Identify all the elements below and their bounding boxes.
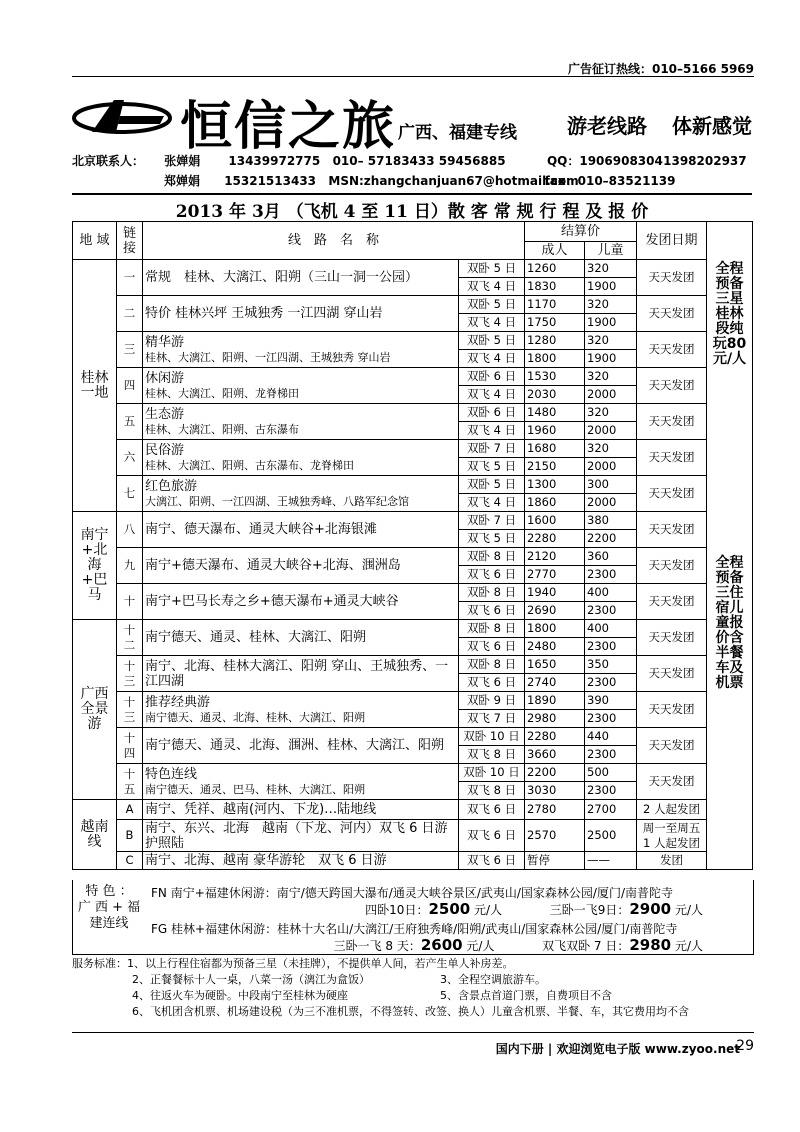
brand-subtitle: 广西、福建专线 [398, 123, 517, 143]
depart-date: 天天发团 [637, 476, 707, 512]
child-price: 350 [585, 656, 637, 674]
row-no: 五 [117, 404, 143, 440]
route-detail: 桂林、大漓江、阳朔、龙脊梯田 [145, 386, 299, 400]
child-price: 320 [585, 296, 637, 314]
note-other: 全程预备三住宿儿童报价含半餐车及机票 [715, 555, 744, 691]
trip-type: 双飞 7 日 [459, 710, 525, 728]
child-price: 2000 [585, 422, 637, 440]
route-name [143, 476, 459, 512]
route-name: 南宁+巴马长寿之乡+德天瀑布+通灵大峡谷 [143, 584, 459, 620]
child-price: 2300 [585, 566, 637, 584]
row-no: 八 [117, 512, 143, 548]
adult-price: 1890 [525, 692, 585, 710]
row-no: 一 [117, 260, 143, 296]
child-price: 320 [585, 404, 637, 422]
adult-price: 1680 [525, 440, 585, 458]
contact-name-2: 郑婵娟 [164, 174, 201, 188]
contact-phone-5: 15321513433 [224, 174, 317, 188]
trip-type: 双卧 8 日 [459, 548, 525, 566]
adult-price: 1480 [525, 404, 585, 422]
depart-date: 天天发团 [637, 296, 707, 332]
trip-type: 双飞 8 日 [459, 746, 525, 764]
child-price: 320 [585, 368, 637, 386]
bottom-divider [72, 1032, 754, 1033]
child-price: 2700 [585, 800, 637, 820]
child-price: 2000 [585, 494, 637, 512]
child-price: 2300 [585, 746, 637, 764]
fn-price-2-unit: 元/人 [674, 903, 703, 917]
depart-date: 天天发团 [637, 512, 707, 548]
trip-type: 双卧 10 日 [459, 764, 525, 782]
table-row [73, 764, 753, 782]
contact-label: 北京联系人： [72, 154, 145, 168]
slogan-2: 体新感觉 [672, 114, 752, 138]
child-price: 500 [585, 764, 637, 782]
table-row [73, 728, 753, 746]
special-label-1: 特 色 ： [85, 884, 133, 899]
trip-type: 双飞 4 日 [459, 422, 525, 440]
trip-type: 双卧 6 日 [459, 368, 525, 386]
trip-type: 双飞 4 日 [459, 278, 525, 296]
fn-price-2-value: 2900 [629, 900, 672, 918]
route-name [143, 440, 459, 476]
adult-price: 3030 [525, 782, 585, 800]
table-row [73, 548, 753, 566]
depart-date: 天天发团 [637, 548, 707, 584]
table-row [73, 260, 753, 278]
route-name: 南宁德天、通灵、桂林、大漓江、阳朔 [143, 620, 459, 656]
contact-line-2 [164, 172, 675, 189]
table-row [73, 584, 753, 602]
trip-type: 双飞 6 日 [459, 674, 525, 692]
adult-price: 1800 [525, 620, 585, 638]
fg-price-1-value: 2600 [420, 936, 463, 954]
fn-price-1-value: 2500 [428, 900, 471, 918]
header-date: 发团日期 [637, 222, 707, 260]
contact-phone-4: 1398202937 [663, 154, 747, 168]
contact-msn: MSN:zhangchanjuan67@hotmail.com [328, 174, 579, 188]
depart-date: 周一至周五 1 人起发团 [637, 820, 707, 852]
adult-price: 2120 [525, 548, 585, 566]
row-no: B [117, 820, 143, 852]
depart-date: 天天发团 [637, 260, 707, 296]
route-detail: 桂林、大漓江、阳朔、一江四湖、王城独秀 穿山岩 [145, 350, 391, 364]
table-row [73, 692, 753, 710]
trip-type: 双卧 7 日 [459, 512, 525, 530]
depart-date: 天天发团 [637, 332, 707, 368]
adult-price: 1940 [525, 584, 585, 602]
depart-date: 天天发团 [637, 368, 707, 404]
row-no: 十五 [117, 764, 143, 800]
brand-name: 恒信之旅 [180, 96, 397, 157]
adult-price: 1650 [525, 656, 585, 674]
route-name: 南宁+德天瀑布、通灵大峡谷+北海、涠洲岛 [143, 548, 459, 584]
trip-type: 双飞 6 日 [459, 800, 525, 820]
child-price: 1900 [585, 278, 637, 296]
fg-prices [334, 936, 703, 954]
adult-price: 1170 [525, 296, 585, 314]
adult-price: 1960 [525, 422, 585, 440]
route-name: 南宁、北海、桂林大漓江、阳朔 穿山、王城独秀、一江四湖 [143, 656, 459, 692]
adult-price: 2980 [525, 710, 585, 728]
depart-date: 天天发团 [637, 620, 707, 656]
adult-price: 1830 [525, 278, 585, 296]
fg-price-2-value: 2980 [629, 936, 672, 954]
adult-price: 3660 [525, 746, 585, 764]
table-row [73, 820, 753, 852]
trip-type: 双卧 8 日 [459, 620, 525, 638]
company-logo-icon [72, 94, 172, 142]
adult-price: 2280 [525, 530, 585, 548]
row-no: 七 [117, 476, 143, 512]
depart-date: 发团 [637, 852, 707, 870]
standard-1: 1、以上行程住宿都为预备三星（未挂牌），不提供单人间，若产生单人补房差。 [127, 957, 514, 970]
child-price: 320 [585, 440, 637, 458]
special-label-2: 广 西 + 福 [77, 900, 141, 915]
route-detail: 南宁德天、通灵、北海、桂林、大漓江、阳朔 [145, 710, 365, 724]
special-section [72, 880, 754, 955]
fn-route: FN 南宁+福建休闲游：南宁/德天跨国大瀑布/通灵大峡谷景区/武夷山/国家森林公园/厦门/南普陀寺 [151, 886, 674, 900]
standards-row-3 [72, 988, 752, 1004]
note-guilin: 全程预备三星 桂林段纯玩80元/人 [712, 261, 747, 367]
child-price: 360 [585, 548, 637, 566]
adult-price: 2480 [525, 638, 585, 656]
fn-price-1-label: 四卧10日： [365, 903, 429, 917]
adult-price: 暂停 [525, 852, 585, 870]
table-row [73, 332, 753, 350]
depart-date: 天天发团 [637, 584, 707, 620]
route-detail: 桂林、大漓江、阳朔、古东瀑布、龙脊梯田 [145, 458, 354, 472]
route-title: 精华游 [145, 334, 185, 350]
adult-price: 2770 [525, 566, 585, 584]
trip-type: 双飞 4 日 [459, 314, 525, 332]
contact-name-1: 张婵娟 [164, 154, 201, 168]
row-no: 二 [117, 296, 143, 332]
header-region: 地 域 [73, 222, 117, 260]
trip-type: 双卧 7 日 [459, 440, 525, 458]
trip-type: 双飞 6 日 [459, 566, 525, 584]
child-price: 400 [585, 620, 637, 638]
route-name: 南宁、东兴、北海 越南（下龙、河内）双飞 6 日游 护照陆 [143, 820, 459, 852]
fg-price-1-unit: 元/人 [466, 939, 495, 953]
table-row [73, 404, 753, 422]
depart-date: 天天发团 [637, 764, 707, 800]
fg-price-2-unit: 元/人 [674, 939, 703, 953]
child-price: 400 [585, 584, 637, 602]
adult-price: 1600 [525, 512, 585, 530]
table-row [73, 440, 753, 458]
route-title: 特色连线 [145, 766, 198, 782]
child-price: 2300 [585, 602, 637, 620]
region-vietnam: 越南线 [73, 800, 117, 870]
header-price: 结算价 [525, 222, 637, 242]
route-detail: 桂林、大漓江、阳朔、古东瀑布 [145, 422, 299, 436]
trip-type: 双卧 8 日 [459, 656, 525, 674]
child-price: 2300 [585, 638, 637, 656]
child-price: 2200 [585, 530, 637, 548]
table-row [73, 620, 753, 638]
child-price: 300 [585, 476, 637, 494]
trip-type: 双卧 5 日 [459, 476, 525, 494]
child-price: 320 [585, 260, 637, 278]
trip-type: 双卧 8 日 [459, 584, 525, 602]
child-price: 2300 [585, 782, 637, 800]
top-divider [72, 76, 754, 77]
depart-date: 天天发团 [637, 404, 707, 440]
trip-type: 双飞 6 日 [459, 602, 525, 620]
trip-type: 双飞 8 日 [459, 782, 525, 800]
adult-price: 2570 [525, 820, 585, 852]
route-name [143, 692, 459, 728]
child-price: 2000 [585, 386, 637, 404]
route-name [143, 332, 459, 368]
footer-text: 国内下册 | 欢迎浏览电子版 www.zyoo.net [495, 1042, 740, 1056]
row-no: 四 [117, 368, 143, 404]
route-detail: 大漓江、阳朔、一江四湖、王城独秀峰、八路军纪念馆 [145, 494, 409, 508]
route-name [143, 764, 459, 800]
page-title: 2013 年 3月 （飞机 4 至 11 日）散 客 常 规 行 程 及 报 价 [72, 193, 752, 222]
child-price: 440 [585, 728, 637, 746]
table-row [73, 512, 753, 530]
standards-label: 服务标准： [72, 957, 127, 970]
trip-type: 双卧 10 日 [459, 728, 525, 746]
child-price: 2500 [585, 820, 637, 852]
adult-price: 2780 [525, 800, 585, 820]
route-name: 南宁、德天瀑布、通灵大峡谷+北海银滩 [143, 512, 459, 548]
adult-price: 1300 [525, 476, 585, 494]
standards-row-2 [72, 972, 752, 988]
route-title: 生态游 [145, 406, 185, 422]
route-name: 特价 桂林兴坪 王城独秀 一江四湖 穿山岩 [143, 296, 459, 332]
standards-row-1 [72, 956, 752, 972]
note-column [707, 222, 753, 870]
header-route: 线 路 名 称 [143, 222, 525, 260]
route-name [143, 368, 459, 404]
special-label [73, 880, 145, 954]
standard-2: 2、正餐餐标十人一桌，八菜一汤（漓江为盒饭） [132, 973, 370, 986]
child-price: —— [585, 852, 637, 870]
trip-type: 双飞 6 日 [459, 820, 525, 852]
adult-price: 2150 [525, 458, 585, 476]
fg-route: FG 桂林+福建休闲游：桂林十大名山/大漓江/王府独秀峰/阳朔/武夷山/国家森林公园/厦门/南普陀寺 [151, 922, 678, 936]
adult-price: 1800 [525, 350, 585, 368]
adult-price: 2030 [525, 386, 585, 404]
header [72, 84, 752, 194]
adult-price: 2690 [525, 602, 585, 620]
child-price: 2300 [585, 674, 637, 692]
adult-price: 2200 [525, 764, 585, 782]
route-detail: 南宁德天、通灵、巴马、桂林、大漓江、阳朔 [145, 782, 365, 796]
region-guilin: 桂林一地 [73, 260, 117, 512]
special-label-3: 建连线 [89, 916, 129, 931]
trip-type: 双飞 4 日 [459, 386, 525, 404]
table-row [73, 476, 753, 494]
row-no: A [117, 800, 143, 820]
adult-price: 1280 [525, 332, 585, 350]
row-no: 六 [117, 440, 143, 476]
header-link: 链 接 [117, 222, 143, 260]
row-no: 十三 [117, 692, 143, 728]
contact-qq: QQ：1906908304 [546, 154, 663, 168]
standards-row-4 [72, 1004, 752, 1020]
depart-date: 天天发团 [637, 728, 707, 764]
row-no: 三 [117, 332, 143, 368]
contact-line-1 [72, 152, 747, 169]
standard-6: 6、飞机团含机票、机场建设税（为三不准机票，不得签转、改签、换人）儿童含机票、半餐、车，其它费用均不含 [132, 1005, 689, 1018]
fn-prices [365, 900, 703, 918]
row-no: 十 [117, 584, 143, 620]
trip-type: 双卧 6 日 [459, 404, 525, 422]
adult-price: 1530 [525, 368, 585, 386]
trip-type: 双卧 5 日 [459, 260, 525, 278]
contact-phone-1: 13439972775 [228, 154, 321, 168]
row-no: C [117, 852, 143, 870]
child-price: 2300 [585, 710, 637, 728]
route-title: 民俗游 [145, 442, 185, 458]
slogan [549, 110, 752, 139]
route-name: 南宁德天、通灵、北海、涠洲、桂林、大漓江、阳朔 [143, 728, 459, 764]
adult-price: 1260 [525, 260, 585, 278]
page-number: 29 [736, 1038, 754, 1054]
child-price: 1900 [585, 314, 637, 332]
row-no: 九 [117, 548, 143, 584]
adult-price: 2280 [525, 728, 585, 746]
contact-fax: fax：010–83521139 [544, 174, 676, 188]
slogan-1: 游老线路 [567, 114, 648, 138]
row-no: 十二 [117, 620, 143, 656]
table-row [73, 368, 753, 386]
child-price: 2000 [585, 458, 637, 476]
standard-5: 5、含景点首道门票，自费项目不含 [440, 989, 612, 1002]
row-no: 十四 [117, 728, 143, 764]
standard-3: 3、全程空调旅游车。 [440, 973, 546, 986]
fg-price-2-label: 双飞双卧 7 日： [542, 939, 630, 953]
trip-type: 双飞 6 日 [459, 852, 525, 870]
route-title: 推荐经典游 [145, 694, 211, 710]
contact-phone-3: 59456885 [438, 154, 506, 168]
depart-date: 天天发团 [637, 656, 707, 692]
trip-type: 双飞 5 日 [459, 530, 525, 548]
standard-4: 4、往返火车为硬卧。中段南宁至桂林为硬座 [132, 989, 348, 1002]
header-adult: 成人 [525, 242, 585, 260]
depart-date: 2 人起发团 [637, 800, 707, 820]
trip-type: 双飞 4 日 [459, 350, 525, 368]
adult-price: 2740 [525, 674, 585, 692]
trip-type: 双卧 5 日 [459, 332, 525, 350]
trip-type: 双飞 6 日 [459, 638, 525, 656]
ad-hotline: 广告征订热线：010–5166 5969 [567, 62, 754, 76]
row-no: 十三 [117, 656, 143, 692]
fg-price-1-label: 三卧一飞 8 天： [333, 939, 421, 953]
route-name [143, 404, 459, 440]
route-table [72, 221, 753, 870]
child-price: 380 [585, 512, 637, 530]
region-nanning: 南宁+北海+巴马 [73, 512, 117, 620]
route-name: 常规 桂林、大漓江、阳朔（三山一洞一公园） [143, 260, 459, 296]
child-price: 320 [585, 332, 637, 350]
region-guangxi: 广西全景游 [73, 620, 117, 800]
route-title: 红色旅游 [145, 478, 198, 494]
depart-date: 天天发团 [637, 440, 707, 476]
trip-type: 双飞 4 日 [459, 494, 525, 512]
table-row [73, 656, 753, 674]
adult-price: 1750 [525, 314, 585, 332]
header-child: 儿童 [585, 242, 637, 260]
trip-type: 双卧 9 日 [459, 692, 525, 710]
child-price: 1900 [585, 350, 637, 368]
table-row [73, 296, 753, 314]
table-row [73, 800, 753, 820]
table-row [73, 852, 753, 870]
adult-price: 1860 [525, 494, 585, 512]
fn-price-1-unit: 元/人 [474, 903, 503, 917]
service-standards [72, 956, 752, 1020]
contact-phone-2: 010– 57183433 [332, 154, 435, 168]
trip-type: 双卧 5 日 [459, 296, 525, 314]
fn-price-2-label: 三卧一飞9日： [549, 903, 630, 917]
depart-date: 天天发团 [637, 692, 707, 728]
route-name: 南宁、凭祥、越南(河内、下龙)…陆地线 [143, 800, 459, 820]
route-name: 南宁、北海、越南 豪华游轮 双飞 6 日游 [143, 852, 459, 870]
trip-type: 双飞 5 日 [459, 458, 525, 476]
child-price: 390 [585, 692, 637, 710]
route-title: 休闲游 [145, 370, 185, 386]
